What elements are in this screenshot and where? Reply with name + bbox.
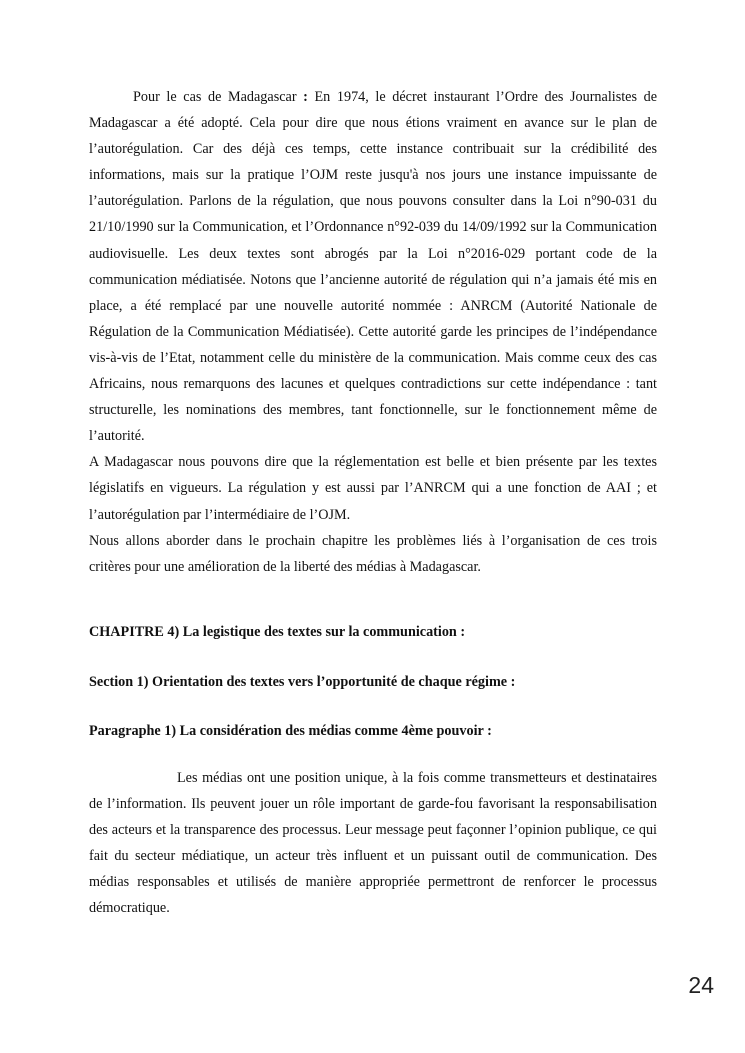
page-number: 24 <box>688 972 714 998</box>
chapter-heading: CHAPITRE 4) La legistique des textes sur la communication : <box>89 624 466 640</box>
intro-lead-colon: : <box>296 89 315 105</box>
body-paragraph-1: Les médias ont une position unique, à la fois comme transmetteurs et destinataires de l’information. Ils peuvent jouer un rôle important de garde-fou favorisant la responsabilisation des acteurs et la transparence des processus. Leur message peut façonner l’opinion publique, ce qui fait du secteur médiatique, un acteur très influent et un puissant outil de communication. Des médias responsables et utilisés de manière appropriée permettront de renforcer le processus démocratique. <box>89 770 657 917</box>
intro-paragraph-1-text: En 1974, le décret instaurant l’Ordre des Journalistes de Madagascar a été adopté. Cela pour dire que nous étions vraiment en avance sur le plan de l’autorégulation. Car des déjà ces temps, cette instance contribuait sur la crédibilité des informations, mais sur la pratique l’OJM reste jusqu'à nos jours une instance impuissante de l’autorégulation. Parlons de la régulation, que nous pouvons consulter dans la Loi n°90-031 du 21/10/1990 sur la Communication, et l’Ordonnance n°92-039 du 14/09/1992 sur la Communication audiovisuelle. Les deux textes sont abrogés par la Loi n°2016-029 portant code de la communication médiatisée. Notons que l’ancienne autorité de régulation qui n’a jamais été mis en place, a été remplacé par une nouvelle autorité nommée : ANRCM (Autorité Nationale de Régulation de la Communication Médiatisée). Cette autorité garde les principes de l’indépendance vis-à-vis de l’Etat, notamment celle du ministère de la communication. Mais comme ceux des cas Africains, nous remarquons des lacunes et quelques contradictions sur cette indépendance : tant structurelle, les nominations des membres, tant fonctionnelle, sur le fonctionnement même de l’autorité. <box>89 89 657 445</box>
intro-paragraph-3: Nous allons aborder dans le prochain chapitre les problèmes liés à l’organisation de ces trois critères pour une amélioration de la liberté des médias à Madagascar. <box>89 532 657 575</box>
section-heading: Section 1) Orientation des textes vers l’opportunité de chaque régime : <box>89 674 516 690</box>
intro-text-block <box>89 84 657 580</box>
intro-paragraph-1 <box>89 84 657 449</box>
intro-paragraph-2: A Madagascar nous pouvons dire que la réglementation est belle et bien présente par les textes législatifs en vigueurs. La régulation y est aussi par l’ANRCM qui a une fonction de AAI ; et l’autorégulation par l’intermédiaire de l’OJM. <box>89 454 657 523</box>
intro-lead-label: Pour le cas de Madagascar <box>133 89 297 105</box>
body-text-block <box>89 765 657 922</box>
paragraph-heading: Paragraphe 1) La considération des médias comme 4ème pouvoir : <box>89 723 492 739</box>
